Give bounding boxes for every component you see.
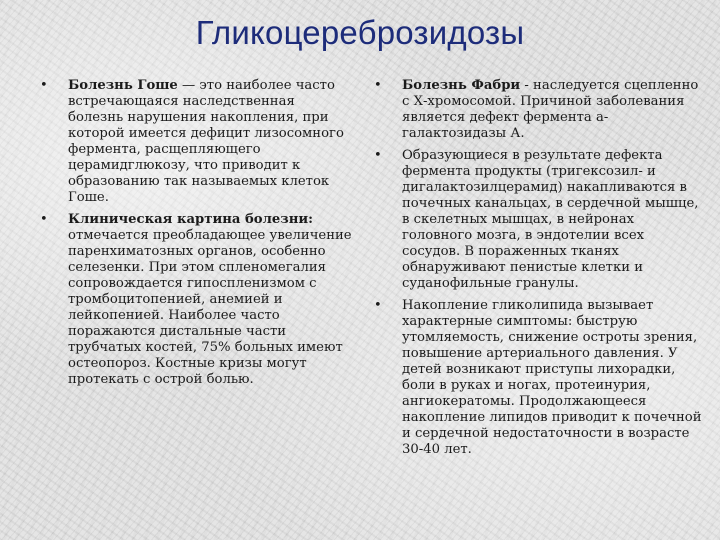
list-item-symptoms (368, 298, 702, 458)
list-item-accumulation-products (368, 148, 702, 292)
text-fabry: - наследуется сцепленно с Х-хромосомой. Причиной заболевания является дефект фермента а-галактозидазы А. (402, 78, 699, 141)
bullet-icon: • (374, 78, 382, 93)
text-accumulation-products: Образующиеся в результате дефекта фермента продукты (тригексозил- и дигалактозилцерамид) накапливаются в почечных канальцах, в сердечной мышце, в скелетных мышцах, в нейронах головного мозга, в эндотелии всех сосудов. В пораженных тканях обнаруживают пенистые клетки и суданофильные гранулы. (402, 148, 699, 291)
bullet-icon: • (40, 78, 48, 93)
slide-title: Гликоцереброзидозы (195, 14, 525, 51)
text-clinical-picture: отмечается преобладающее увеличение паренхиматозных органов, особенно селезенки. При этом спленомегалия сопровождается гипоспленизмом с тромбоцитопенией, анемией и лейкопенией. Наиболее часто поражаются дистальные части трубчатых костей, 75% больных имеют остеопороз. Костные кризы могут протекать с острой болью. (68, 228, 352, 387)
list-item-clinical-picture (34, 212, 352, 388)
term-clinical-picture: Клиническая картина болезни: (68, 212, 314, 227)
bullet-icon: • (40, 212, 48, 227)
term-gaucher: Болезнь Гоше (68, 78, 178, 93)
bullet-icon: • (374, 298, 382, 313)
text-gaucher: — это наиболее часто встречающаяся наследственная болезнь нарушения накопления, при которой имеется дефицит лизосомного фермента, расщепляющего церамидглюкозу, что приводит к образованию так называемых клеток Гоше. (68, 78, 344, 205)
list-item-fabry (368, 78, 702, 142)
list-item-gaucher (34, 78, 352, 206)
term-fabry: Болезнь Фабри (402, 78, 521, 93)
bullet-icon: • (374, 148, 382, 163)
text-symptoms: Накопление гликолипида вызывает характерные симптомы: быструю утомляемость, снижение остроты зрения, повышение артериального давления. У детей возникают приступы лихорадки, боли в руках и ногах, протеинурия, ангиокератомы. Продолжающееся накопление липидов приводит к почечной и сердечной недостаточности в возрасте 30-40 лет. (402, 298, 702, 457)
left-column (34, 78, 352, 394)
right-column (368, 78, 702, 464)
